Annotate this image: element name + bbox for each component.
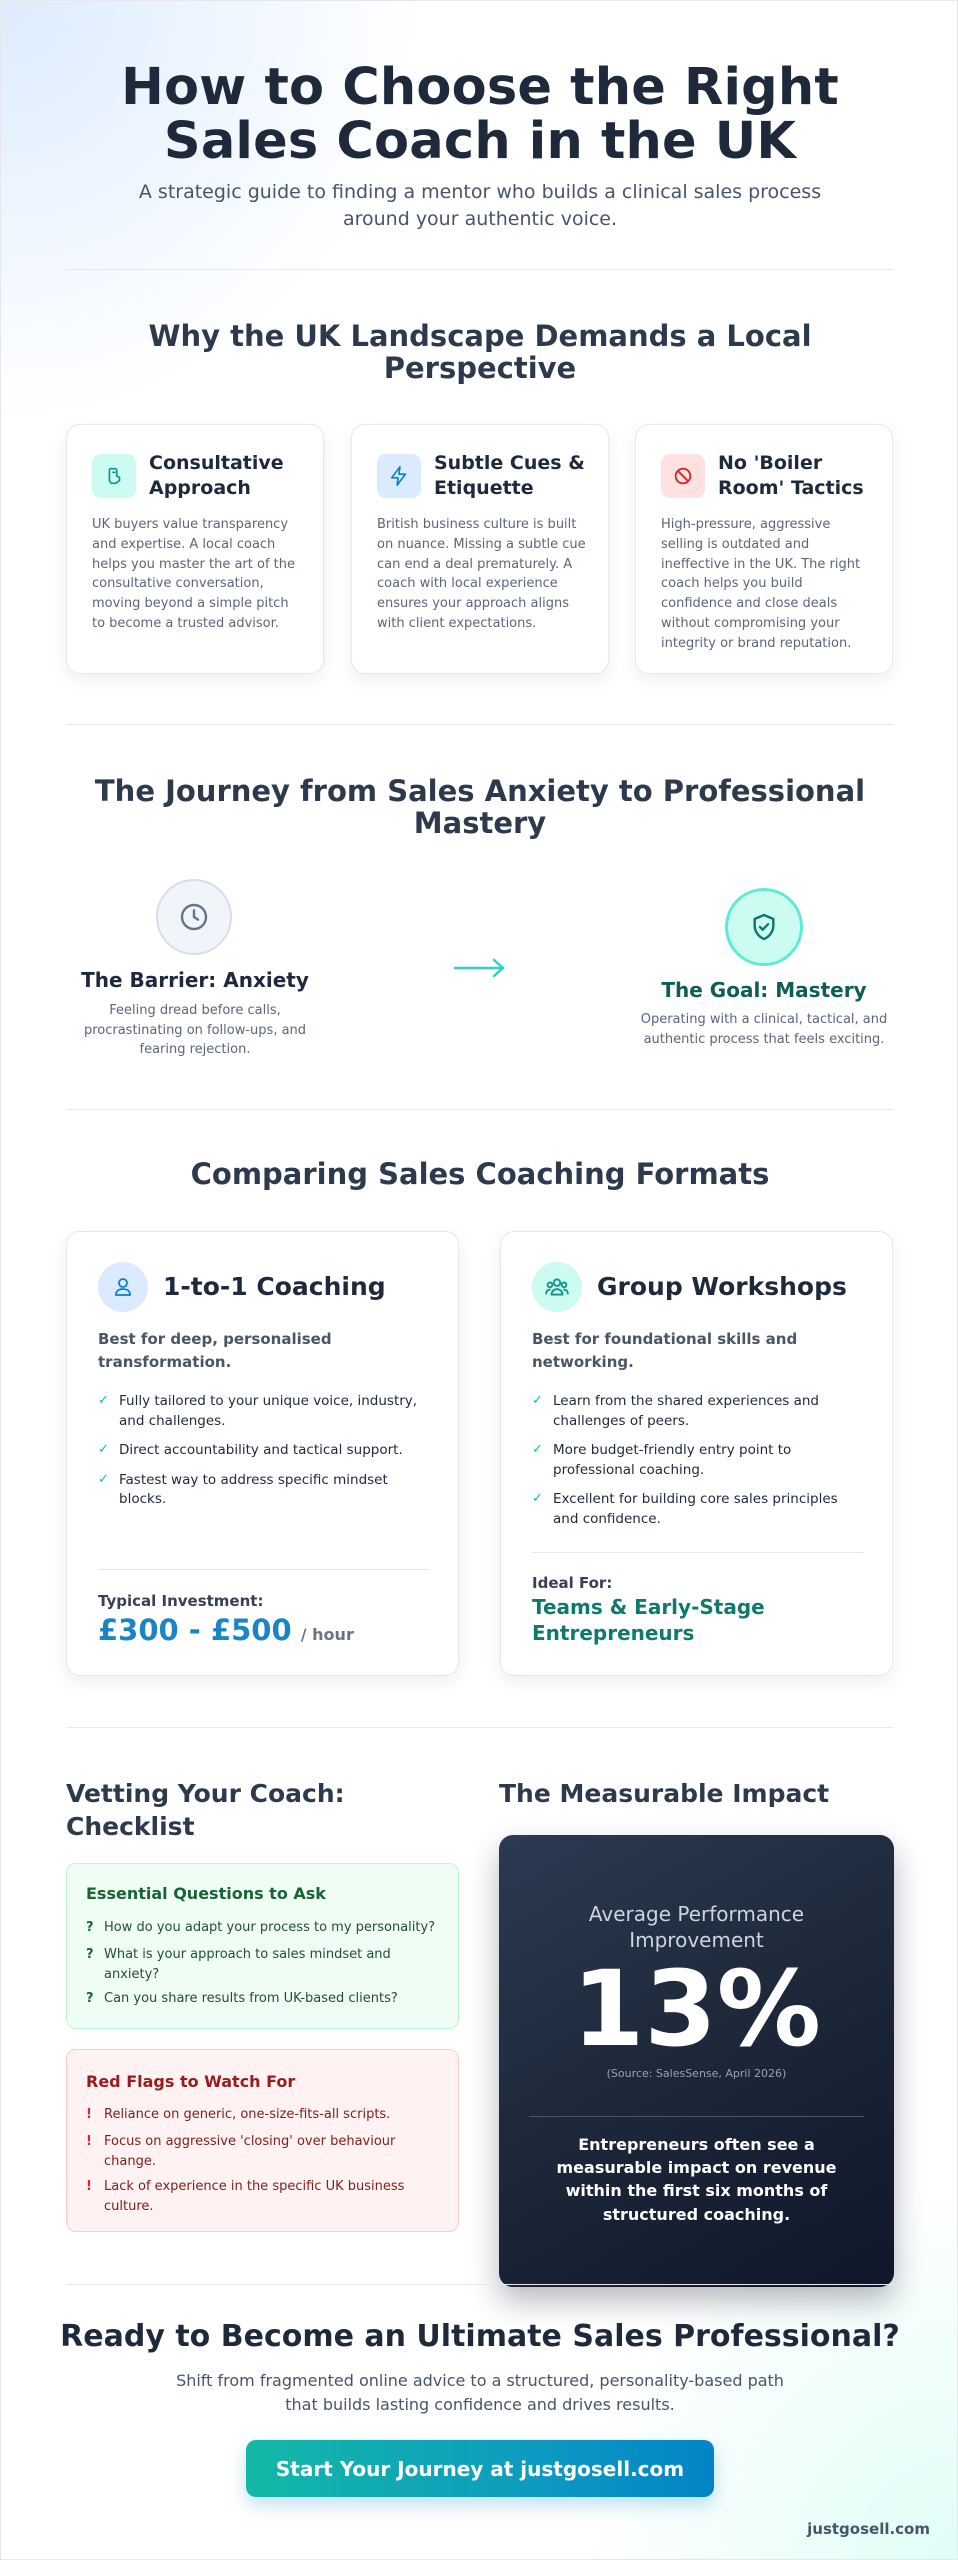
group-icon [532, 1262, 582, 1312]
card-text: UK buyers value transparency and expertise. A local coach helps you master the art of the consultative conversation, moving beyond a simple pitch to become a trusted advisor. [92, 517, 296, 631]
clock-icon [156, 879, 232, 955]
impact-label: Average Performance Improvement [588, 1902, 805, 1952]
price-unit: / hour [300, 1625, 354, 1644]
barrier-text: Feeling dread before calls, procrastinating on follow-ups, and fearing rejection. [83, 1003, 307, 1057]
landscape-card-no-boiler-room [635, 424, 893, 674]
user-icon [98, 1262, 148, 1312]
start-journey-button[interactable]: Start Your Journey at justgosell.com [246, 2440, 714, 2497]
price-row [98, 1613, 354, 1647]
exclamation-icon: ! [86, 2107, 92, 2122]
red-flag-item: ! Reliance on generic, one-size-fits-all scripts. [86, 2105, 441, 2125]
card-text: High-pressure, aggressive selling is outdated and ineffective in the UK. The right coach helps you build confidence and close deals without compromising your integrity or brand reputation. [661, 517, 861, 651]
landscape-title: Why the UK Landscape Demands a Local Perspective [148, 319, 812, 386]
goal-title: The Goal: Mastery [661, 978, 867, 1002]
divider [532, 1552, 863, 1553]
question-item: ? Can you share results from UK-based clients? [86, 1989, 441, 2009]
impact-card [499, 1835, 894, 2287]
red-flag-item: ! Focus on aggressive 'closing' over behaviour change. [86, 2134, 396, 2169]
arrow-right-icon [452, 956, 508, 980]
exclamation-icon: ! [86, 2134, 92, 2149]
goal-text: Operating with a clinical, tactical, and authentic process that feels exciting. [640, 1012, 888, 1047]
divider [98, 1569, 429, 1570]
ban-icon [661, 454, 705, 498]
journey-title: The Journey from Sales Anxiety to Professional Mastery [94, 774, 866, 841]
format-card-one-to-one [66, 1231, 459, 1676]
format-best-for: Best for foundational skills and networking. [532, 1330, 798, 1372]
red-flags-title: Red Flags to Watch For [86, 2072, 296, 2091]
hand-icon [92, 454, 136, 498]
questions-title: Essential Questions to Ask [86, 1884, 326, 1903]
check-icon: ✓ [98, 1442, 109, 1458]
price: £300 - £500 [98, 1613, 292, 1647]
shield-check-icon [725, 888, 803, 966]
landscape-card-consultative [66, 424, 324, 674]
impact-value: 13% [572, 1948, 821, 2070]
format-card-group [500, 1231, 893, 1676]
page-title: How to Choose the Right Sales Coach in the UK [121, 58, 839, 171]
check-icon: ✓ [98, 1471, 109, 1487]
question-mark-icon: ? [86, 1920, 94, 1935]
card-text: British business culture is built on nuance. Missing a subtle cue can end a deal prematurely. A coach with local experience ensures your approach aligns with client expectations. [377, 517, 586, 631]
format-benefits-list [98, 1392, 433, 1520]
question-item: ? What is your approach to sales mindset and anxiety? [86, 1947, 391, 1982]
lightning-icon [377, 454, 421, 498]
question-mark-icon: ? [86, 1947, 94, 1962]
page-subtitle: A strategic guide to finding a mentor who builds a clinical sales process around your authentic voice. [138, 181, 822, 230]
cta-title: Ready to Become an Ultimate Sales Professional? [60, 2319, 900, 2354]
card-title: Subtle Cues & Etiquette [434, 452, 585, 499]
check-icon: ✓ [532, 1393, 543, 1408]
list-item: ✓ Fastest way to address specific mindset blocks. [98, 1471, 388, 1508]
formats-title: Comparing Sales Coaching Formats [190, 1157, 770, 1191]
divider [66, 1727, 894, 1728]
red-flags-box [66, 2049, 459, 2232]
list-item: ✓ Fully tailored to your unique voice, industry, and challenges. [98, 1393, 418, 1429]
red-flag-item: ! Lack of experience in the specific UK business culture. [86, 2179, 405, 2214]
divider [66, 2284, 894, 2285]
format-title: 1-to-1 Coaching [163, 1272, 386, 1301]
format-title: Group Workshops [597, 1272, 847, 1301]
check-icon: ✓ [532, 1442, 543, 1458]
ideal-label: Ideal For: [532, 1574, 613, 1592]
format-benefits-list [532, 1392, 867, 1539]
cta-text: Shift from fragmented online advice to a structured, personality-based path that builds lasting confidence and drives results. [176, 2371, 784, 2414]
list-item: ✓ Excellent for building core sales principles and confidence. [532, 1491, 838, 1527]
exclamation-icon: ! [86, 2179, 92, 2194]
list-item: ✓ Direct accountability and tactical support. [98, 1442, 403, 1459]
questions-box [66, 1863, 459, 2029]
divider [66, 724, 894, 725]
question-item: ? How do you adapt your process to my personality? [86, 1918, 441, 1938]
check-icon: ✓ [98, 1393, 109, 1408]
format-best-for: Best for deep, personalised transformation. [98, 1330, 332, 1372]
question-mark-icon: ? [86, 1991, 94, 2006]
card-title: Consultative Approach [149, 452, 284, 499]
impact-text: Entrepreneurs often see a measurable impact on revenue within the first six months of structured coaching. [556, 2135, 837, 2224]
barrier-title: The Barrier: Anxiety [81, 968, 309, 992]
investment-label: Typical Investment: [98, 1592, 264, 1610]
impact-source: (Source: SalesSense, April 2026) [606, 2067, 787, 2080]
divider [529, 2116, 864, 2117]
divider [66, 269, 894, 270]
landscape-card-etiquette [351, 424, 609, 674]
list-item: ✓ Learn from the shared experiences and challenges of peers. [532, 1393, 820, 1429]
check-icon: ✓ [532, 1491, 543, 1507]
card-title: No 'Boiler Room' Tactics [718, 452, 864, 499]
impact-title: The Measurable Impact [499, 1779, 830, 1808]
checklist-title: Vetting Your Coach: Checklist [66, 1779, 345, 1841]
divider [66, 1109, 894, 1110]
footer-brand: justgosell.com [807, 2520, 930, 2538]
list-item: ✓ More budget-friendly entry point to professional coaching. [532, 1442, 792, 1478]
ideal-value: Teams & Early-Stage Entrepreneurs [532, 1595, 765, 1645]
